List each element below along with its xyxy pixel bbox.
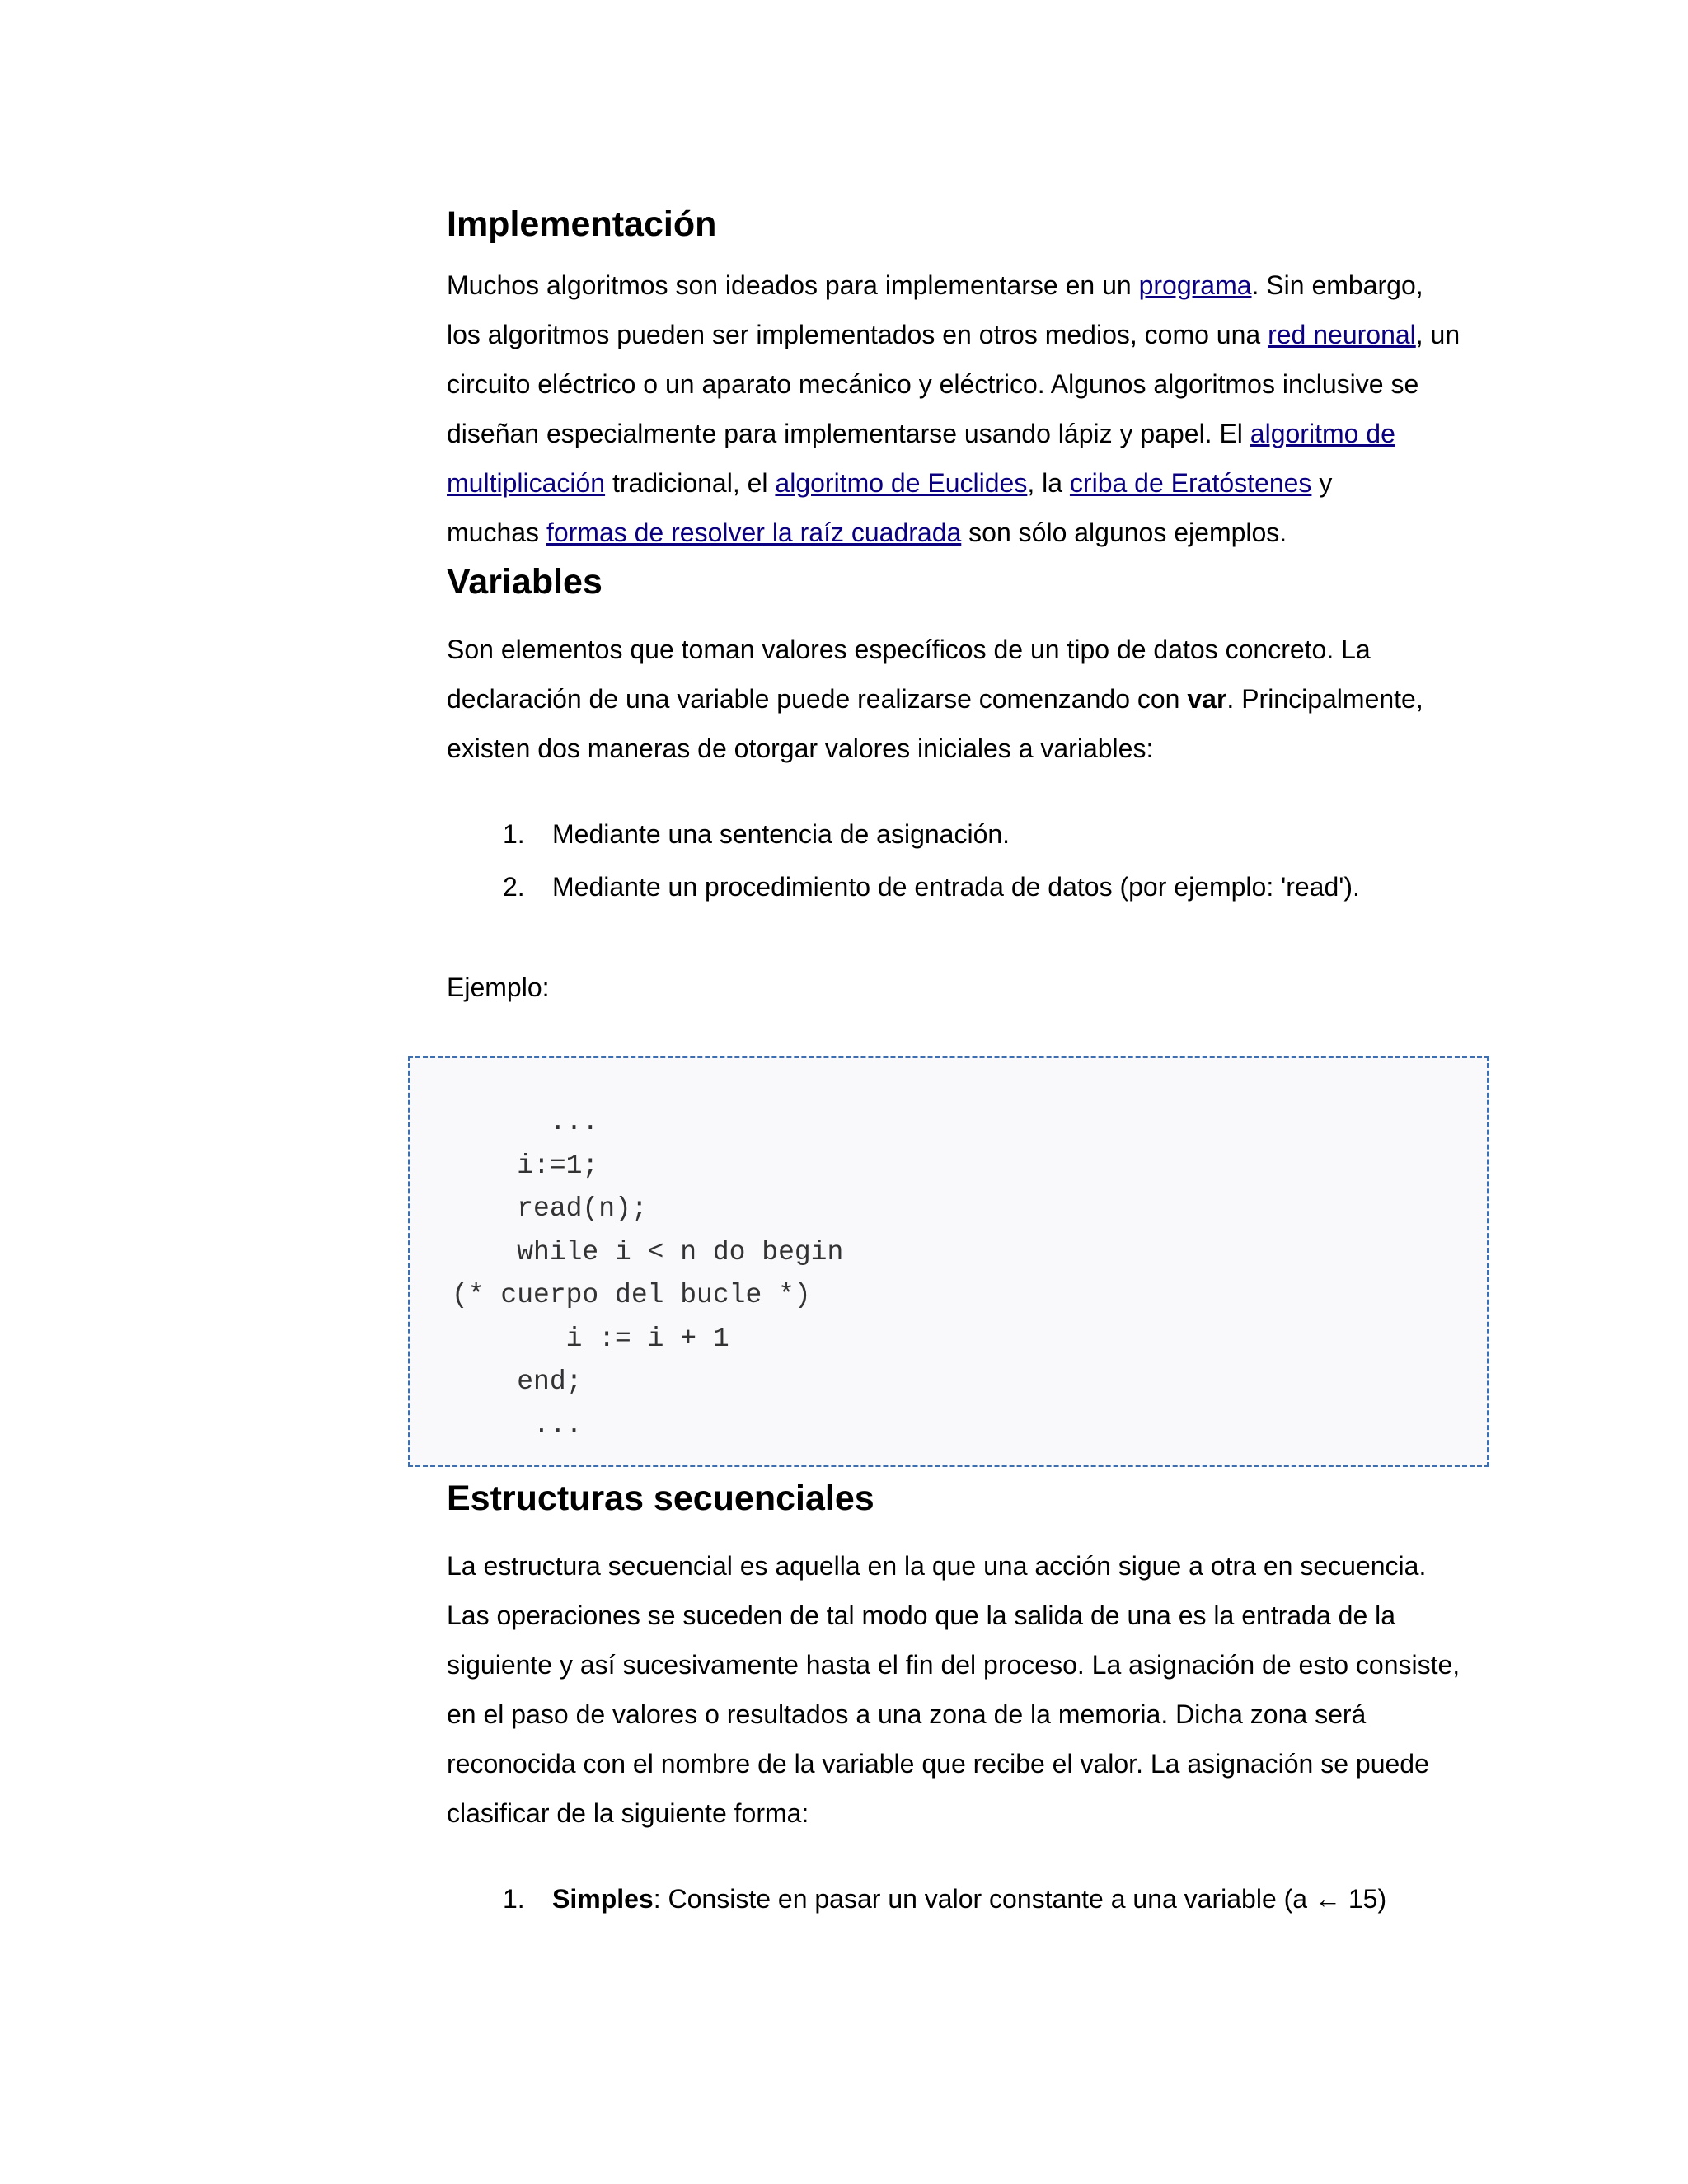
link-criba-eratostenes[interactable]: criba de Eratóstenes [1069,468,1312,498]
paragraph-implementacion: Muchos algoritmos son ideados para implementarse en un programa. Sin embargo, los algoritmos pueden ser implementados en otros medios, como una red neuronal, un circuito eléctrico o un aparato mecánico y eléctrico. Algunos algoritmos inclusive se diseñan especialmente para implementarse usando lápiz y papel. El algoritmo de multiplicación tradicional, el algoritmo de Euclides, la criba de Eratóstenes y muchas formas de resolver la raíz cuadrada son sólo algunos ejemplos. [447,270,1461,547]
paragraph-variables: Son elementos que toman valores específicos de un tipo de datos concreto. La declaración de una variable puede realizarse comenzando con var. Principalmente, existen dos maneras de otorgar valores iniciales a variables: [447,635,1423,763]
code-block [408,1056,1489,1467]
document-content [447,188,1469,1012]
link-raiz-cuadrada[interactable]: formas de resolver la raíz cuadrada [546,518,962,547]
heading-implementacion: Implementación [447,204,717,244]
code-text: ... i:=1; read(n); while i < n do begin (* cuerpo del bucle *) i := i + 1 end; ... [452,1107,844,1441]
list-item: 2. Mediante un procedimiento de entrada de datos (por ejemplo: 'read'). [503,872,1360,902]
link-algoritmo-multiplicacion-cont[interactable]: multiplicación [447,468,606,498]
link-algoritmo-euclides[interactable]: algoritmo de Euclides [775,468,1028,498]
bold-var: var [1187,684,1227,714]
link-programa[interactable]: programa [1138,270,1252,300]
list-item: 1. Mediante una sentencia de asignación. [503,819,1010,849]
example-label: Ejemplo: [447,972,550,1002]
estructuras-list [447,1872,1469,1925]
variables-list [447,808,1469,913]
paragraph-estructuras: La estructura secuencial es aquella en la que una acción sigue a otra en secuencia. Las operaciones se suceden de tal modo que la salida de una es la entrada de la siguiente y así sucesivamente hasta el fin del proceso. La asignación de esto consiste, en el paso de valores o resultados a una zona de la memoria. Dicha zona será reconocida con el nombre de la variable que recibe el valor. La asignación se puede clasificar de la siguiente forma: [447,1551,1461,1828]
heading-variables: Variables [447,562,603,602]
document-content-lower [447,1474,1469,1925]
link-red-neuronal[interactable]: red neuronal [1268,320,1416,349]
list-item: 1. Simples: Consiste en pasar un valor constante a una variable (a ← 15) [503,1884,1387,1914]
link-algoritmo-multiplicacion[interactable]: algoritmo de [1250,419,1395,448]
heading-estructuras-secuenciales: Estructuras secuenciales [447,1479,874,1518]
